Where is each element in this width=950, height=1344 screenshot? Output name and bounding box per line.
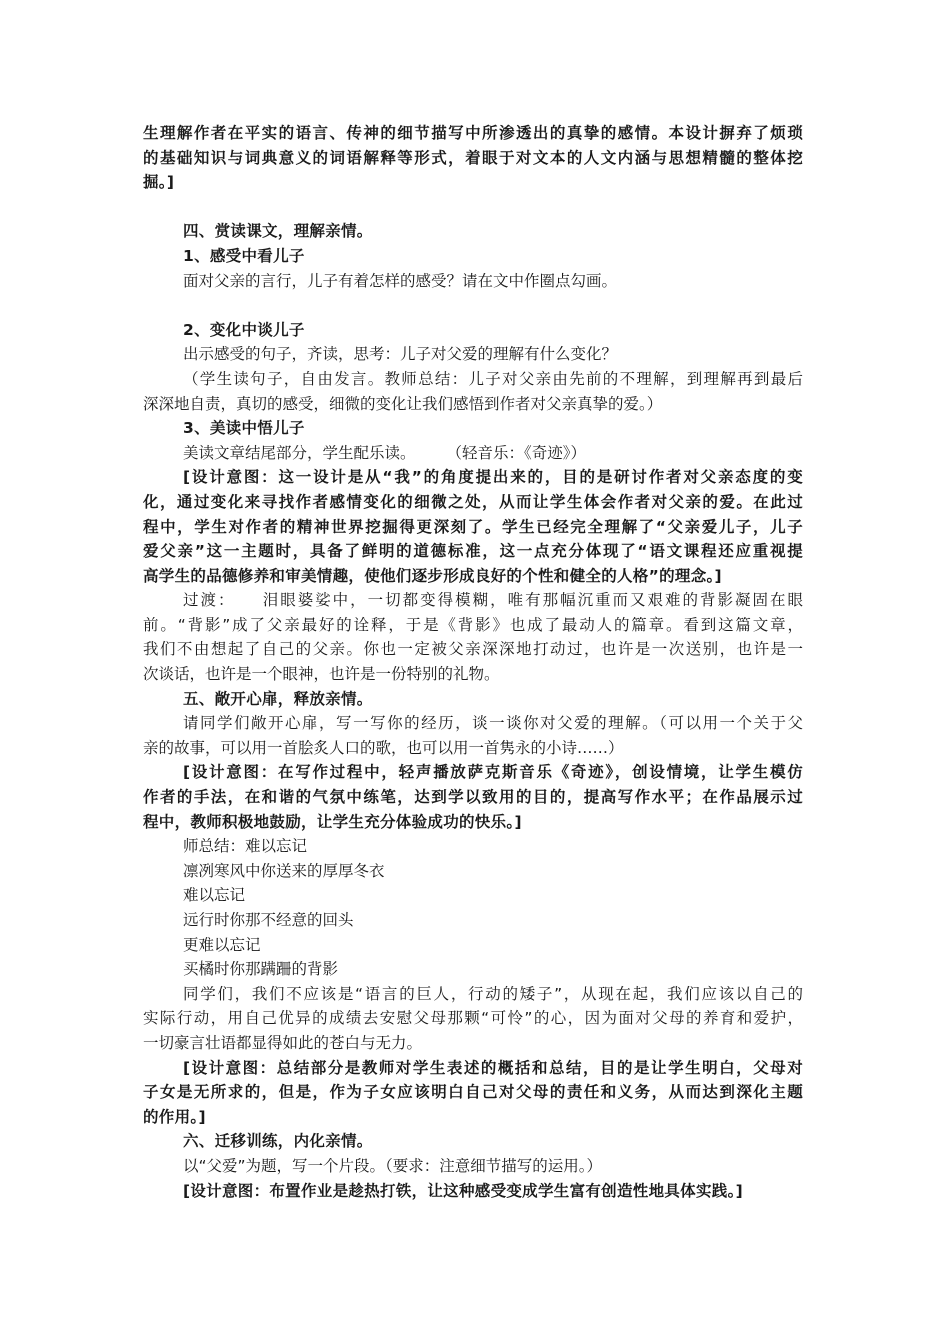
text-line: 请同学们敞开心扉，写一写你的经历，谈一谈你对父爱的理解。（可以用一个关于父: [183, 714, 803, 733]
text-line: 次谈话，也许是一个眼神，也许是一份特别的礼物。: [143, 665, 500, 684]
bold-text-line: 1、感受中看儿子: [183, 246, 305, 265]
text-line: 买橘时你那蹒跚的背影: [183, 960, 339, 979]
bold-text-line: 的作用。]: [143, 1107, 206, 1126]
bold-text-line: 子女是无所求的，但是，作为子女应该明白自己对父母的责任和义务，从而达到深化主题: [143, 1083, 803, 1102]
text-line: 亲的故事，可以用一首脍炙人口的歌，也可以用一首隽永的小诗……）: [143, 738, 624, 757]
text-line: 师总结：难以忘记: [183, 837, 308, 856]
text-line: 深深地自责，真切的感受，细微的变化让我们感悟到作者对父亲真挚的爱。）: [143, 394, 663, 413]
text-line: 过渡： 泪眼婆娑中，一切都变得模糊，唯有那幅沉重而又艰难的背影凝固在眼: [183, 591, 803, 610]
bold-text-line: 四、赏读课文，理解亲情。: [183, 222, 373, 241]
blank-line: [143, 195, 803, 220]
bold-text-line: 作者的手法，在和谐的气氛中练笔，达到学以致用的目的，提高写作水平；在作品展示过: [143, 788, 803, 807]
bold-text-line: [设计意图：总结部分是教师对学生表述的概括和总结，目的是让学生明白，父母对: [183, 1058, 803, 1077]
text-line: 出示感受的句子，齐读，思考：儿子对父爱的理解有什么变化？: [183, 345, 618, 364]
bold-text-line: 化，通过变化来寻找作者感情变化的细微之处，从而让学生体会作者对父亲的爱。在此过: [143, 492, 803, 511]
text-line: 远行时你那不经意的回头: [183, 911, 354, 929]
bold-text-line: [设计意图：在写作过程中，轻声播放萨克斯音乐《奇迹》，创设情境，让学生模仿: [183, 763, 803, 782]
text-line: 难以忘记: [183, 886, 246, 905]
text-line: 更难以忘记: [183, 935, 261, 954]
bold-text-line: 爱父亲”这一主题时，具备了鲜明的道德标准，这一点充分体现了“语文课程还应重视提: [143, 542, 803, 561]
bold-text-line: [设计意图：这一设计是从“我”的角度提出来的，目的是研讨作者对父亲态度的变: [183, 468, 803, 487]
bold-text-line: 高学生的品德修养和审美情趣，使他们逐步形成良好的个性和健全的人格”的理念。]: [143, 566, 722, 585]
text-line: 面对父亲的言行，儿子有着怎样的感受？请在文中作圈点勾画。: [183, 271, 618, 290]
bold-text-line: 3、美读中悟儿子: [183, 419, 305, 438]
blank-line: [143, 293, 803, 318]
bold-text-line: [设计意图：布置作业是趁热打铁，让这种感受变成学生富有创造性地具体实践。]: [183, 1181, 744, 1200]
text-line: 一切豪言壮语都显得如此的苍白与无力。: [143, 1033, 423, 1052]
text-line: 我们不由想起了自己的父亲。你也一定被父亲深深地打动过，也许是一次送别，也许是一: [143, 640, 803, 659]
bold-text-line: 掘。]: [143, 173, 175, 192]
text-line: 实际行动，用自己优异的成绩去安慰父母那颗“可怜”的心，因为面对父母的养育和爱护，: [143, 1009, 803, 1028]
text-line: 前。“背影”成了父亲最好的诠释，于是《背影》也成了最动人的篇章。看到这篇文章，: [143, 615, 803, 634]
bold-text-line: 程中，学生对作者的精神世界挖掘得更深刻了。学生已经完全理解了“父亲爱儿子，儿子: [143, 517, 803, 536]
bold-text-line: 五、敞开心扉，释放亲情。: [183, 689, 373, 708]
document-body: [143, 121, 803, 1203]
bold-text-line: 2、变化中谈儿子: [183, 320, 305, 339]
bold-text-line: 程中，教师积极地鼓励，让学生充分体验成功的快乐。]: [143, 812, 522, 831]
text-line: 美读文章结尾部分，学生配乐读。 （轻音乐：《奇迹》）: [183, 443, 587, 462]
bold-text-line: 的基础知识与词典意义的词语解释等形式，着眼于对文本的人文内涵与思想精髓的整体挖: [143, 148, 803, 167]
bold-text-line: 六、迁移训练，内化亲情。: [183, 1132, 373, 1151]
bold-text-line: 生理解作者在平实的语言、传神的细节描写中所渗透出的真挚的感情。本设计摒弃了烦琐: [143, 124, 803, 142]
text-line: 同学们，我们不应该是“语言的巨人，行动的矮子”，从现在起，我们应该以自己的: [183, 984, 803, 1003]
text-line: （学生读句子，自由发言。教师总结：儿子对父亲由先前的不理解，到理解再到最后: [183, 369, 803, 388]
text-line: 凛冽寒风中你送来的厚厚冬衣: [183, 861, 385, 880]
text-line: 以“父爱”为题，写一个片段。（要求：注意细节描写的运用。）: [183, 1156, 603, 1175]
